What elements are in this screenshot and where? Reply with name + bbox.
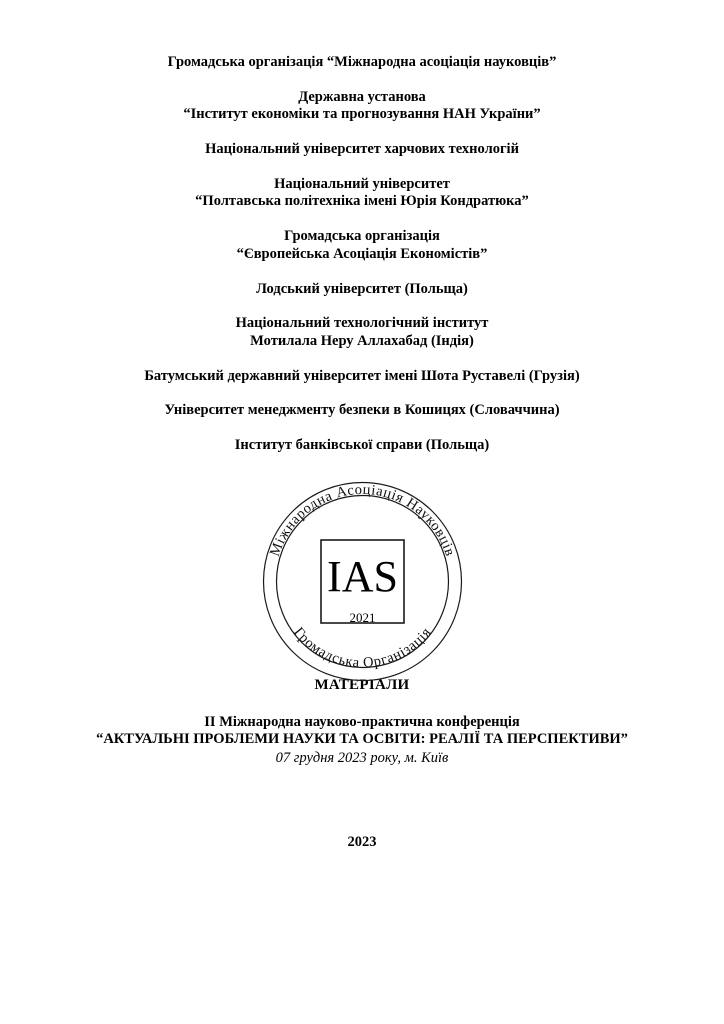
conference-number: ІІ Міжнародна [204,713,301,730]
organizer-7-line-1: Національний технологічний інститут [235,315,489,332]
organizer-5-line-1: Громадська організація [284,228,440,245]
svg-text:Міжнародна Асоціація Науковців [266,482,457,559]
association-logo [255,474,470,689]
svg-text:Громадська Організація [290,624,434,671]
logo-year: 2021 [349,609,375,625]
organizer-4-line-1: Національний університет [274,175,450,192]
organizer-8 [70,368,654,386]
organizer-9-line-1: Університет менеджменту безпеки в Кошицях (Словаччина) [164,402,560,419]
conference-kind: науково-практична конференція [304,713,520,730]
conference-block [96,714,628,768]
organizer-2-line-2: “Інститут економіки та прогнозування НАН України” [183,106,541,123]
organizer-8-line-1: Батумський державний університет імені Шота Руставелі (Грузія) [144,367,580,384]
organizer-1-line-1: Громадська організація “Міжнародна асоціація науковців” [167,54,557,70]
organizer-10-line-1: Інститут банківської справи (Польща) [234,436,490,453]
materials-label: МАТЕРІАЛИ [314,676,410,693]
publication-year: 2023 [347,833,377,850]
organizer-3 [70,141,654,159]
organizer-2-line-1: Державна установа [298,88,426,105]
logo-acronym: IAS [326,551,398,601]
logo-ring-top-text: Міжнародна Асоціація Науковців [266,481,458,559]
organizer-7 [70,315,654,350]
conference-title: “АКТУАЛЬНІ ПРОБЛЕМИ НАУКИ ТА ОСВІТИ: РЕАЛІЇ ТА ПЕРСПЕКТИВИ” [96,731,628,748]
organizer-1 [70,54,654,72]
conference-date: 07 грудня 2023 року, м. Київ [275,750,449,766]
organizer-2 [70,89,654,124]
organizer-4-line-2: “Полтавська політехніка імені Юрія Кондратюка” [195,193,529,210]
organizer-5 [70,228,654,263]
organizer-6 [70,281,654,299]
organizer-10 [70,437,654,455]
organizer-5-line-2: “Європейська Асоціація Економістів” [236,245,488,262]
organizer-7-line-2: Мотилала Неру Аллахабад (Індія) [250,332,474,349]
organizer-9 [70,402,654,420]
organizer-6-line-1: Лодський університет (Польща) [256,280,468,297]
organizer-3-line-1: Національний університет харчових технологій [205,141,519,158]
organizer-4 [70,176,654,211]
logo-ring-bottom-text: Громадська Організація [289,624,435,671]
